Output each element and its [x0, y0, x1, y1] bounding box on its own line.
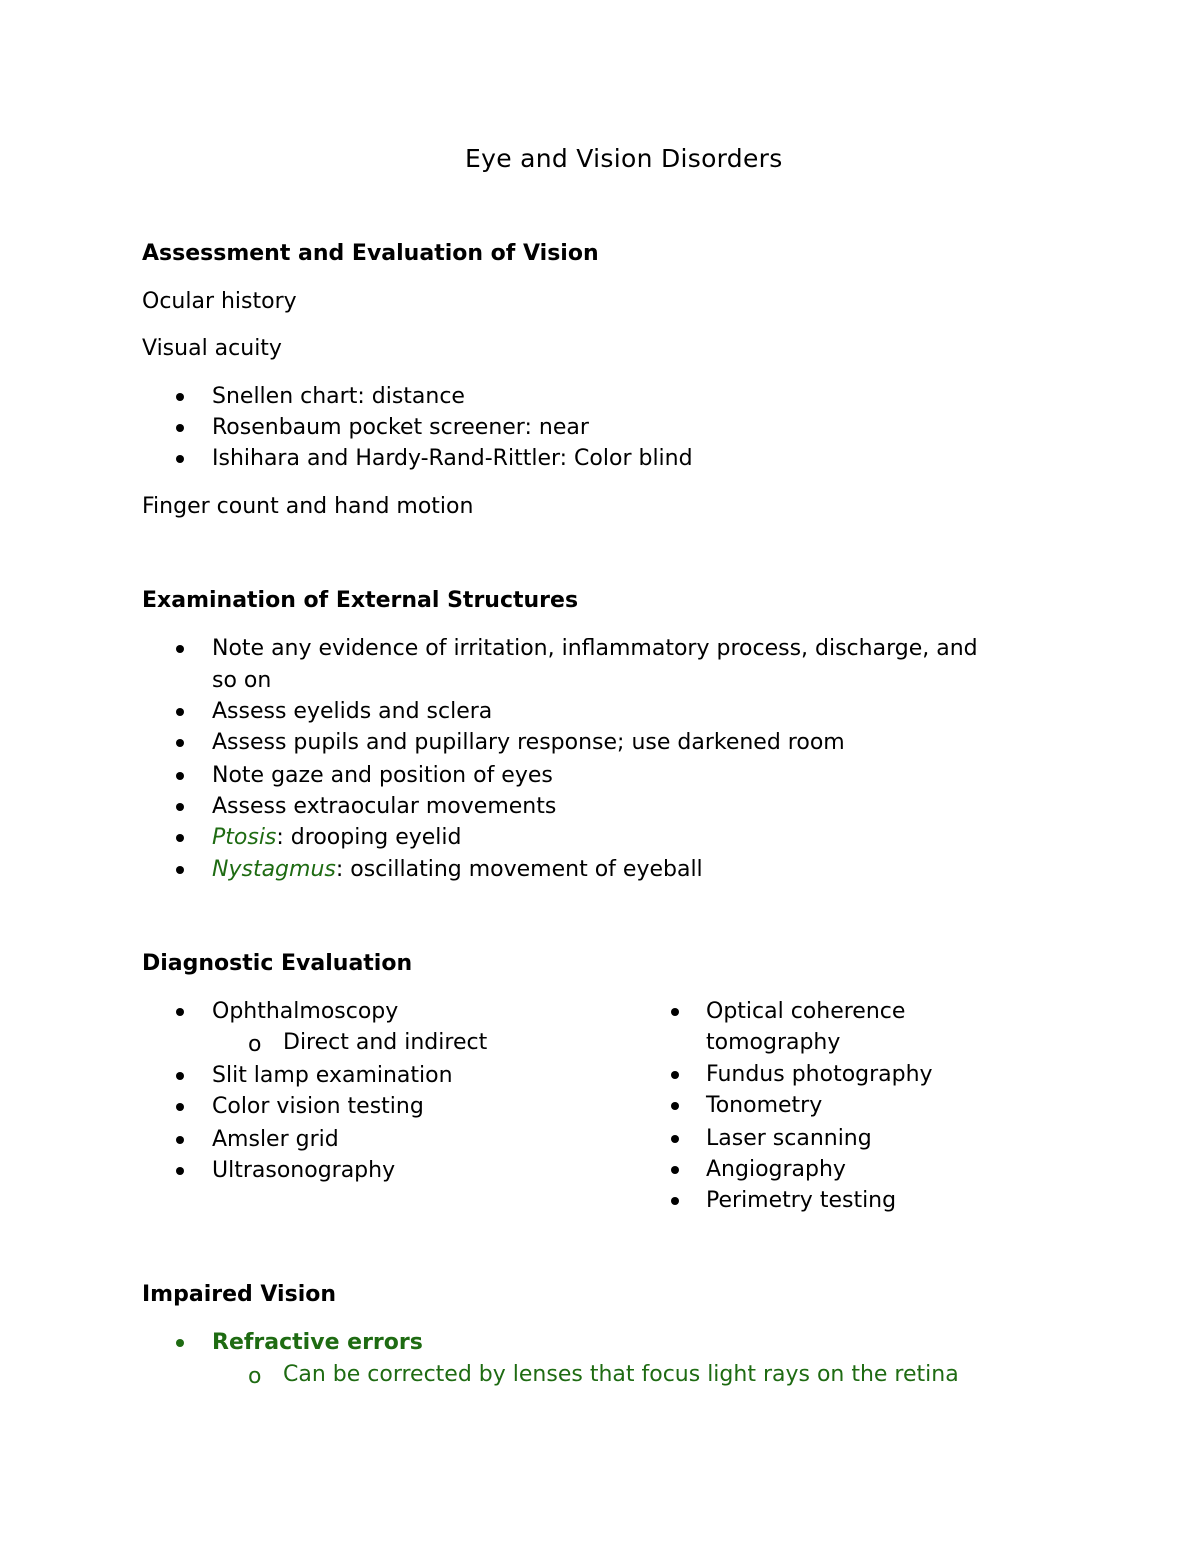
list-item: Slit lamp examination: [212, 1063, 453, 1088]
bullet-icon: [176, 1072, 184, 1080]
term-nystagmus: Nystagmus: [212, 857, 336, 882]
paragraph-ocular-history: Ocular history: [142, 289, 297, 314]
paragraph-finger-count: Finger count and hand motion: [142, 494, 474, 519]
list-item-refractive-errors: Refractive errors: [212, 1330, 423, 1355]
list-item: Assess pupils and pupillary response; use darkened room: [212, 730, 845, 755]
list-item: Rosenbaum pocket screener: near: [212, 415, 589, 440]
list-item-ptosis: [212, 827, 462, 849]
sub-bullet-icon: o: [248, 1032, 262, 1057]
section-heading-diagnostic: Diagnostic Evaluation: [142, 951, 413, 976]
list-item: Fundus photography: [706, 1062, 933, 1087]
bullet-icon: [176, 424, 184, 432]
bullet-icon: [176, 708, 184, 716]
list-item: Ophthalmoscopy: [212, 999, 399, 1024]
bullet-icon: [176, 772, 184, 780]
bullet-icon: [671, 1166, 679, 1174]
list-item-nystagmus: [212, 859, 703, 881]
bullet-icon: [176, 739, 184, 747]
definition-ptosis: : drooping eyelid: [276, 825, 462, 850]
bullet-icon: [176, 803, 184, 811]
bullet-icon: [176, 1136, 184, 1144]
bullet-icon: [176, 393, 184, 401]
list-item-continuation: tomography: [706, 1030, 841, 1055]
list-item: Assess eyelids and sclera: [212, 699, 493, 724]
list-item: Amsler grid: [212, 1127, 339, 1152]
bullet-icon: [176, 866, 184, 874]
bullet-icon: [671, 1197, 679, 1205]
term-ptosis: Ptosis: [212, 825, 277, 850]
list-item: Assess extraocular movements: [212, 794, 557, 819]
bullet-icon: [176, 1103, 184, 1111]
list-item: Tonometry: [706, 1093, 823, 1118]
list-item: Ultrasonography: [212, 1158, 396, 1183]
bullet-icon: [671, 1102, 679, 1110]
bullet-icon: [176, 645, 184, 653]
section-heading-external: Examination of External Structures: [142, 588, 579, 613]
list-item-continuation: so on: [212, 668, 272, 693]
page-title: Eye and Vision Disorders: [465, 144, 783, 173]
list-item: Snellen chart: distance: [212, 384, 465, 409]
bullet-icon: [671, 1008, 679, 1016]
list-item: Note gaze and position of eyes: [212, 763, 553, 788]
list-item: Laser scanning: [706, 1126, 872, 1151]
bullet-icon: [176, 834, 184, 842]
bullet-icon: [176, 455, 184, 463]
sub-bullet-icon: o: [248, 1364, 262, 1389]
bullet-icon: [671, 1071, 679, 1079]
paragraph-visual-acuity: Visual acuity: [142, 336, 282, 361]
bullet-icon: [176, 1008, 184, 1016]
list-item: Ishihara and Hardy-Rand-Rittler: Color blind: [212, 446, 693, 471]
bullet-icon: [176, 1167, 184, 1175]
bullet-icon: [176, 1339, 184, 1347]
list-item: Perimetry testing: [706, 1188, 897, 1213]
list-item: Color vision testing: [212, 1094, 424, 1119]
sub-list-item: Can be corrected by lenses that focus light rays on the retina: [283, 1362, 959, 1387]
list-item: Angiography: [706, 1157, 846, 1182]
section-heading-impaired: Impaired Vision: [142, 1282, 337, 1307]
bullet-icon: [671, 1135, 679, 1143]
list-item: Optical coherence: [706, 999, 906, 1024]
list-item: Note any evidence of irritation, inflammatory process, discharge, and: [212, 636, 978, 661]
section-heading-assessment: Assessment and Evaluation of Vision: [142, 241, 599, 266]
definition-nystagmus: : oscillating movement of eyeball: [335, 857, 703, 882]
sub-list-item: Direct and indirect: [283, 1030, 488, 1055]
